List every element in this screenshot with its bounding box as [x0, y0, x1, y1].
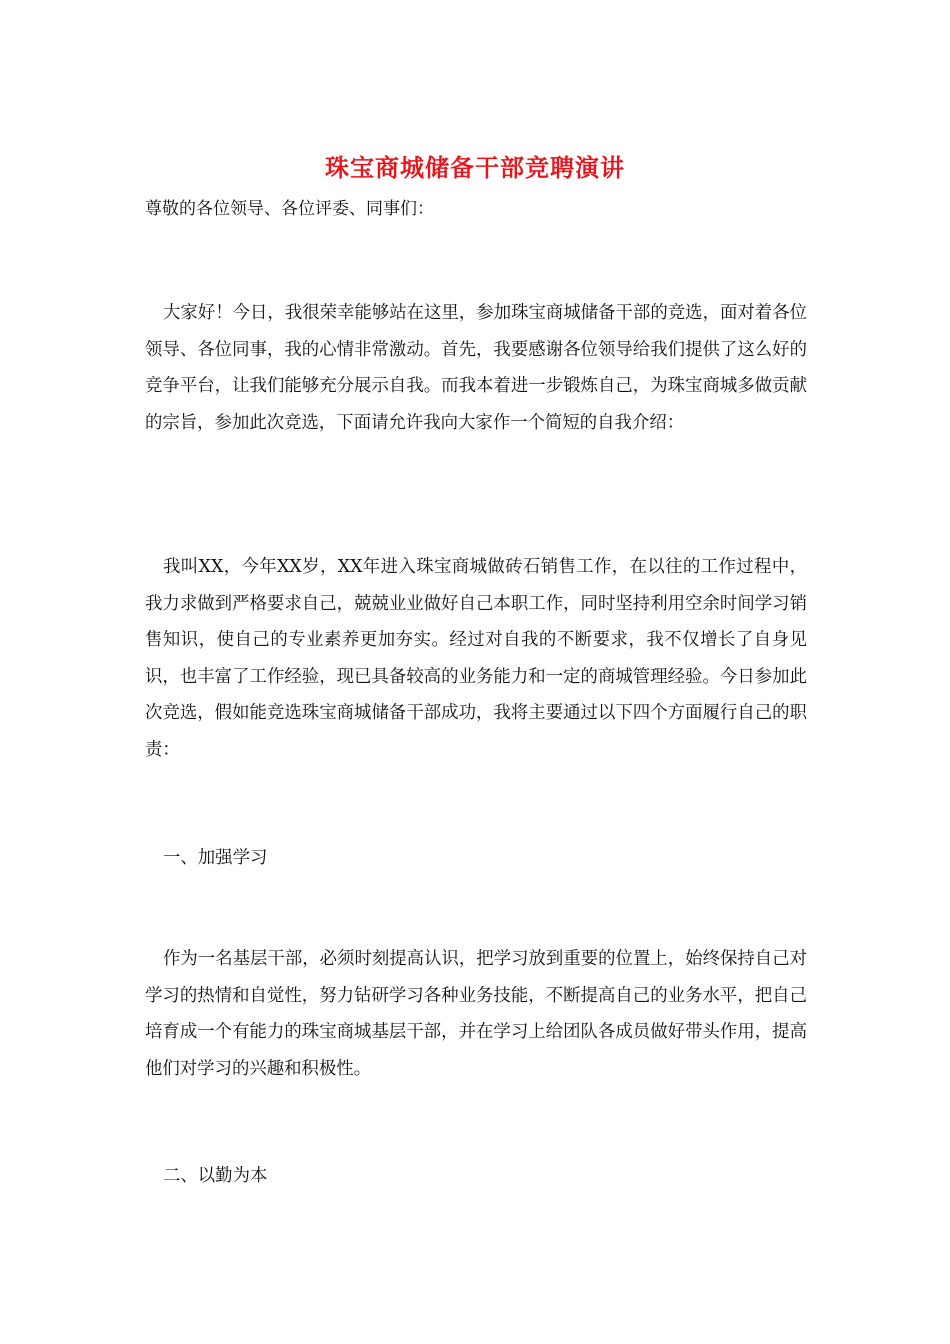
paragraph-study: 作为一名基层干部，必须时刻提高认识，把学习放到重要的位置上，始终保持自己对学习的热情和自觉性，努力钻研学习各种业务技能，不断提高自己的业务水平，把自己培育成一个有能力的珠宝商城基层干部，并在学习上给团队各成员做好带头作用，提高他们对学习的兴趣和积极性。 [145, 949, 807, 1079]
section-heading-2: 二、以勤为本 [163, 1166, 268, 1186]
paragraph-self-introduction: 我叫XX，今年XX岁，XX年进入珠宝商城做砖石销售工作，在以往的工作过程中，我力求做到严格要求自己，兢兢业业做好自己本职工作，同时坚持利用空余时间学习销售知识，使自己的专业素养更加夯实。经过对自我的不断要求，我不仅增长了自身见识，也丰富了工作经验，现已具备较高的业务能力和一定的商城管理经验。今日参加此次竞选，假如能竞选珠宝商城储备干部成功，我将主要通过以下四个方面履行自己的职责： [145, 557, 807, 760]
paragraph-intro: 大家好！今日，我很荣幸能够站在这里，参加珠宝商城储备干部的竞选，面对着各位领导、各位同事，我的心情非常激动。首先，我要感谢各位领导给我们提供了这么好的竞争平台，让我们能够充分展示自我。而我本着进一步锻炼自己，为珠宝商城多做贡献的宗旨，参加此次竞选，下面请允许我向大家作一个简短的自我介绍： [145, 303, 807, 433]
document-title: 珠宝商城储备干部竞聘演讲 [325, 153, 625, 182]
salutation: 尊敬的各位领导、各位评委、同事们： [145, 199, 434, 219]
section-heading-1: 一、加强学习 [163, 848, 268, 868]
